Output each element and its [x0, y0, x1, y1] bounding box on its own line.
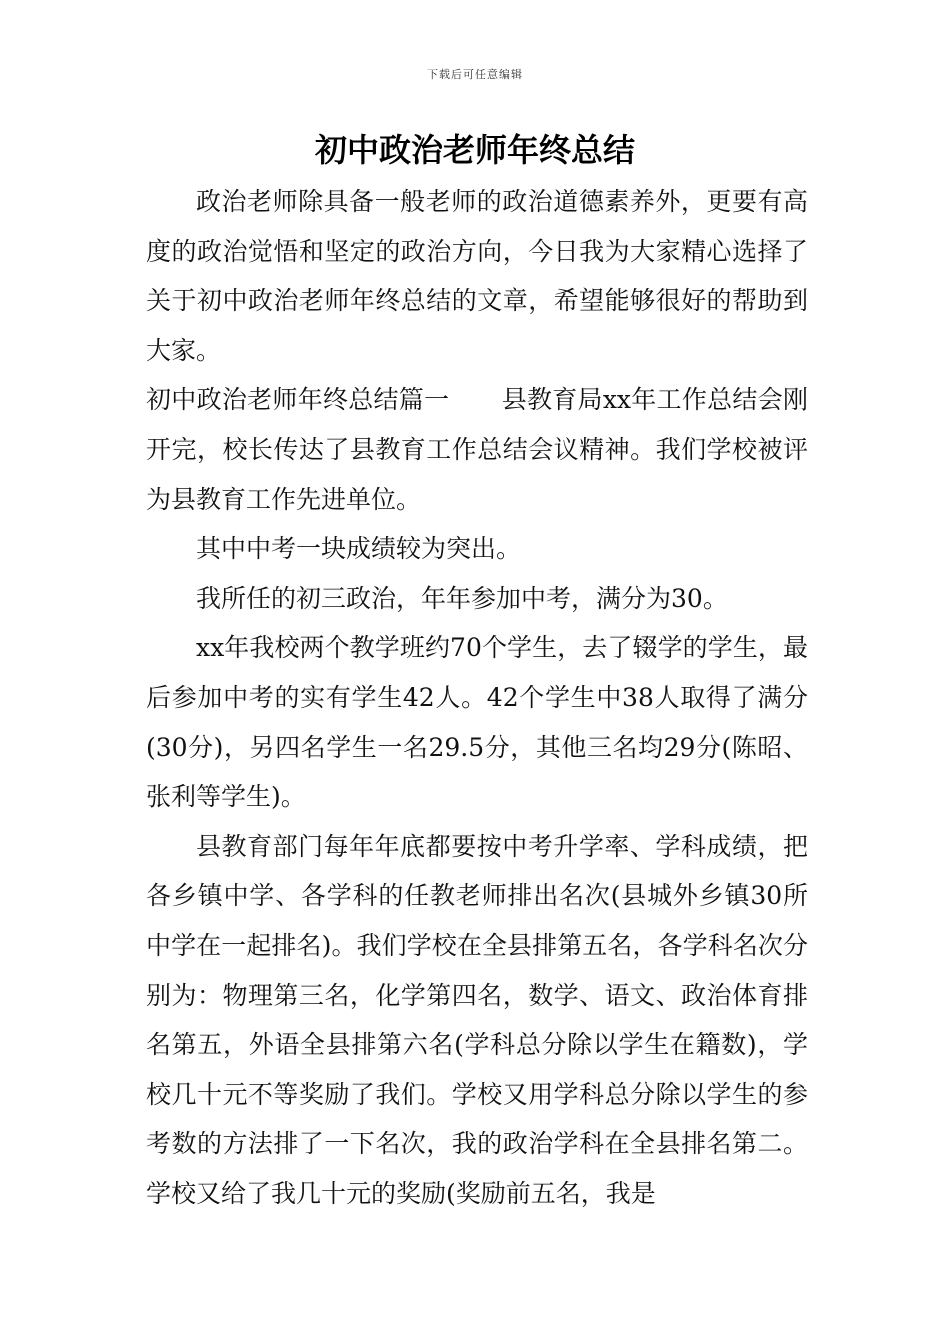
- document-title: 初中政治老师年终总结: [314, 131, 635, 169]
- section-paragraph: [146, 375, 808, 524]
- page-header-note: 下载后可任意编辑: [427, 68, 523, 81]
- body-paragraph: 我所任的初三政治，年年参加中考，满分为30。: [196, 583, 728, 613]
- body-paragraph: xx年我校两个教学班约70个学生，去了辍学的学生，最后参加中考的实有学生42人。42个学生中38人取得了满分(30分)，另四名学生一名29.5分，其他三名均29分(陈昭、张利等学生)。: [146, 633, 808, 812]
- section-paragraph-text: 县教育局xx年工作总结会刚开完，校长传达了县教育工作总结会议精神。我们学校被评为县教育工作先进单位。: [146, 385, 808, 514]
- intro-paragraph: 政治老师除具备一般老师的政治道德素养外，更要有高度的政治觉悟和坚定的政治方向，今日我为大家精心选择了关于初中政治老师年终总结的文章，希望能够很好的帮助到大家。: [146, 187, 808, 365]
- body-paragraph: 县教育部门每年年底都要按中考升学率、学科成绩，把各乡镇中学、各学科的任教老师排出名次(县城外乡镇30所中学在一起排名)。我们学校在全县排第五名，各学科名次分别为：物理第三名，化学第四名，数学、语文、政治体育排名第五，外语全县排第六名(学科总分除以学生在籍数)，学校几十元不等奖励了我们。学校又用学科总分除以学生的参考数的方法排了一下名次，我的政治学科在全县排名第二。学校又给了我几十元的奖励(奖励前五名，我是: [146, 831, 808, 1208]
- section-heading: 初中政治老师年终总结篇一: [146, 385, 450, 415]
- body-paragraph: 其中中考一块成绩较为突出。: [196, 534, 522, 564]
- document-body: [146, 177, 808, 1218]
